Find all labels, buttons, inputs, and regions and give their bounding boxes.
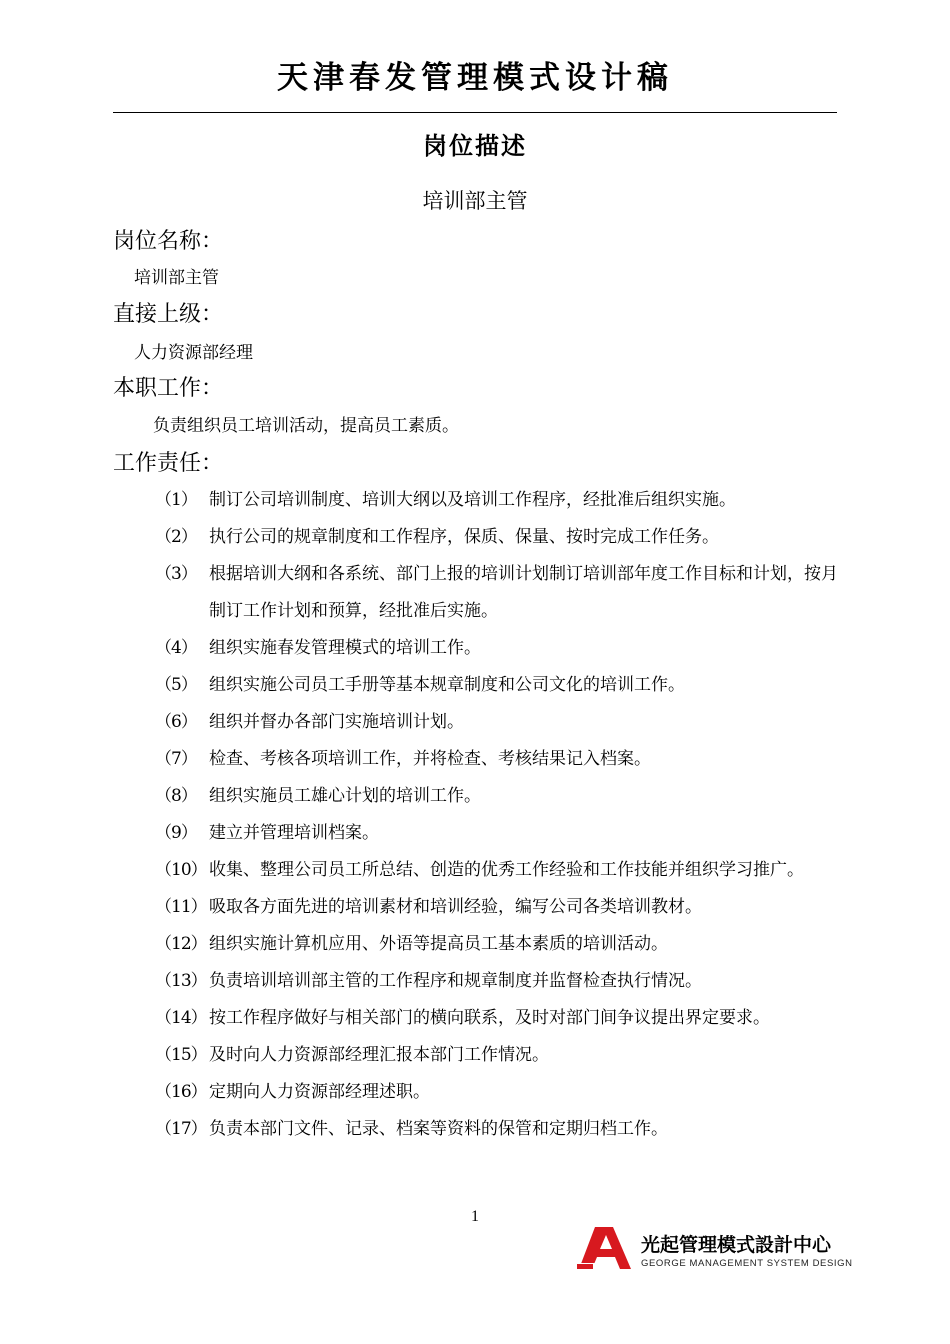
item-number: （16） (155, 1082, 207, 1102)
list-item (155, 778, 845, 815)
document-title: 天津春发管理模式设计稿 (277, 60, 673, 96)
item-number: （13） (155, 971, 207, 991)
item-number: （8） (155, 786, 197, 806)
section-title: 岗位描述 (423, 132, 527, 160)
position-title: 培训部主管 (422, 189, 528, 213)
logo-name: 光起管理模式設計中心 (641, 1234, 832, 1256)
item-text: 检查、考核各项培训工作，并将检查、考核结果记入档案。 (209, 749, 651, 769)
item-text: 执行公司的规章制度和工作程序，保质、保量、按时完成工作任务。 (209, 527, 719, 547)
item-text: 收集、整理公司员工所总结、创造的优秀工作经验和工作技能并组织学习推广。 (209, 860, 804, 880)
list-item (155, 963, 845, 1000)
item-text: 建立并管理培训档案。 (209, 823, 379, 843)
item-number: （2） (155, 527, 197, 547)
item-number: （10） (155, 860, 207, 880)
item-number: （11） (155, 897, 207, 917)
item-number: （7） (155, 749, 197, 769)
item-text: 负责本部门文件、记录、档案等资料的保管和定期归档工作。 (209, 1119, 668, 1139)
logo-subtitle: GEORGE MANAGEMENT SYSTEM DESIGN (641, 1258, 853, 1269)
direct-superior-value: 人力资源部经理 (134, 343, 253, 363)
list-item (155, 556, 845, 630)
item-number: （4） (155, 638, 197, 658)
list-item (155, 741, 845, 778)
item-number: （12） (155, 934, 207, 954)
item-text: 根据培训大纲和各系统、部门上报的培训计划制订培训部年度工作目标和计划，按月制订工作计划和预算，经批准后实施。 (209, 564, 838, 621)
responsibilities-heading: 工作责任： (113, 451, 224, 476)
item-number: （9） (155, 823, 197, 843)
list-item (155, 926, 845, 963)
item-number: （1） (155, 490, 197, 510)
item-text: 组织并督办各部门实施培训计划。 (209, 712, 464, 732)
position-name-heading: 岗位名称： (113, 229, 224, 254)
list-item (155, 519, 845, 556)
item-number: （14） (155, 1008, 207, 1028)
item-number: （17） (155, 1119, 207, 1139)
list-item (155, 1000, 845, 1037)
item-number: （6） (155, 712, 197, 732)
item-text: 制订公司培训制度、培训大纲以及培训工作程序，经批准后组织实施。 (209, 490, 736, 510)
main-duty-heading: 本职工作： (113, 376, 224, 401)
item-text: 组织实施春发管理模式的培训工作。 (209, 638, 481, 658)
item-number: （5） (155, 675, 197, 695)
item-text: 组织实施公司员工手册等基本规章制度和公司文化的培训工作。 (209, 675, 685, 695)
list-item (155, 1037, 845, 1074)
logo-a-icon (575, 1226, 635, 1270)
list-item (155, 815, 845, 852)
header-divider (113, 112, 837, 113)
item-text: 及时向人力资源部经理汇报本部门工作情况。 (209, 1045, 549, 1065)
item-text: 定期向人力资源部经理述职。 (209, 1082, 430, 1102)
item-text: 组织实施计算机应用、外语等提高员工基本素质的培训活动。 (209, 934, 668, 954)
item-number: （3） (155, 564, 197, 584)
list-item (155, 704, 845, 741)
list-item (155, 852, 845, 889)
list-item (155, 630, 845, 667)
item-text: 负责培训培训部主管的工作程序和规章制度并监督检查执行情况。 (209, 971, 702, 991)
item-number: （15） (155, 1045, 207, 1065)
list-item (155, 1074, 845, 1111)
item-text: 按工作程序做好与相关部门的横向联系，及时对部门间争议提出界定要求。 (209, 1008, 770, 1028)
item-text: 组织实施员工雄心计划的培训工作。 (209, 786, 481, 806)
list-item (155, 889, 845, 926)
list-item (155, 667, 845, 704)
page-number: 1 (471, 1208, 479, 1225)
position-name-value: 培训部主管 (134, 268, 219, 288)
list-item (155, 1111, 845, 1148)
responsibilities-list (155, 482, 845, 1148)
item-text: 吸取各方面先进的培训素材和培训经验，编写公司各类培训教材。 (209, 897, 702, 917)
direct-superior-heading: 直接上级： (113, 302, 224, 327)
main-duty-value: 负责组织员工培训活动，提高员工素质。 (153, 416, 459, 436)
company-logo (575, 1226, 853, 1274)
list-item (155, 482, 845, 519)
